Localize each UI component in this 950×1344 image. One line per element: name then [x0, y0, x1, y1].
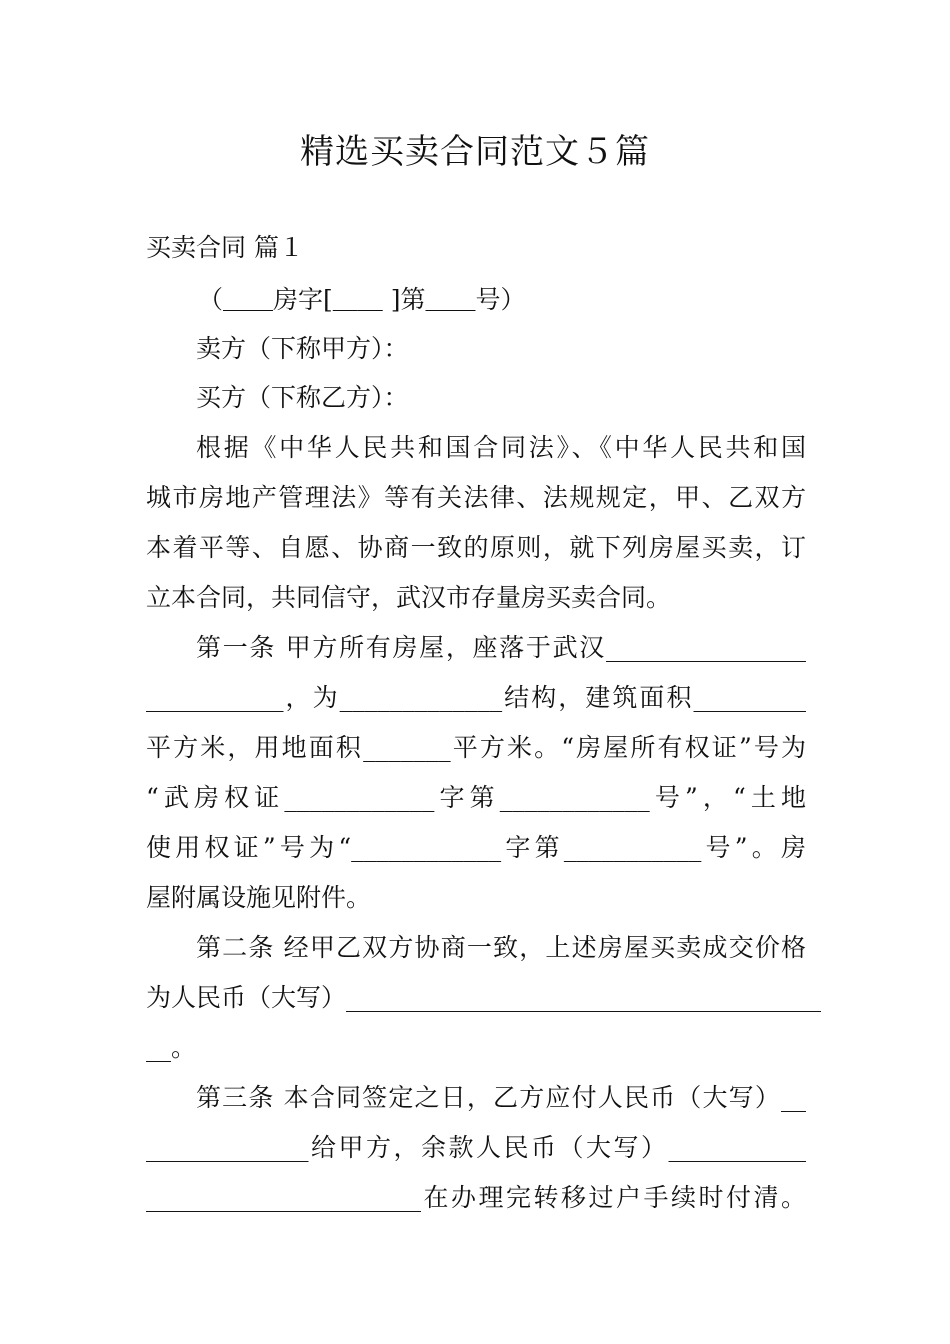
paragraph-line: 立本合同，共同信守，武汉市存量房买卖合同。	[146, 583, 672, 612]
article-3-line: _____________给甲方，余款人民币（大写）___________	[146, 1133, 806, 1162]
article-3-line: ______________________在办理完转移过户手续时付清。	[146, 1183, 806, 1212]
paragraph-line: 本着平等、自愿、协商一致的原则，就下列房屋买卖，订	[146, 533, 806, 562]
contract-number-line: （＿＿房字[＿＿ ]第＿＿号）	[198, 285, 526, 314]
article-2-line: 为人民币（大写）______________________________________	[146, 983, 822, 1012]
article-1-line: ___________，为_____________结构，建筑面积_________	[146, 683, 806, 712]
document-title: 精选买卖合同范文５篇	[300, 132, 650, 172]
seller-line: 卖方（下称甲方）：	[196, 334, 409, 363]
paragraph-line: 根据《中华人民共和国合同法》、《中华人民共和国	[196, 433, 806, 462]
article-1-line: 屋附属设施见附件。	[146, 883, 372, 912]
article-1-line: 第一条 甲方所有房屋，座落于武汉________________	[196, 633, 806, 662]
contract-heading: 买卖合同 篇１	[146, 233, 304, 262]
article-1-line: 使用权证”号为“____________字第___________号”。房	[146, 833, 806, 862]
article-2-line: 第二条 经甲乙双方协商一致，上述房屋买卖成交价格	[196, 933, 806, 962]
article-1-line: 平方米，用地面积_______平方米。“房屋所有权证”号为	[146, 733, 806, 762]
buyer-line: 买方（下称乙方）：	[196, 383, 409, 412]
article-3-line: 第三条 本合同签定之日，乙方应付人民币（大写）__	[196, 1083, 806, 1112]
article-1-line: “武房权证____________字第____________号”，“土地	[146, 783, 806, 812]
article-2-line: __。	[146, 1033, 197, 1062]
paragraph-line: 城市房地产管理法》等有关法律、法规规定，甲、乙双方	[146, 483, 806, 512]
